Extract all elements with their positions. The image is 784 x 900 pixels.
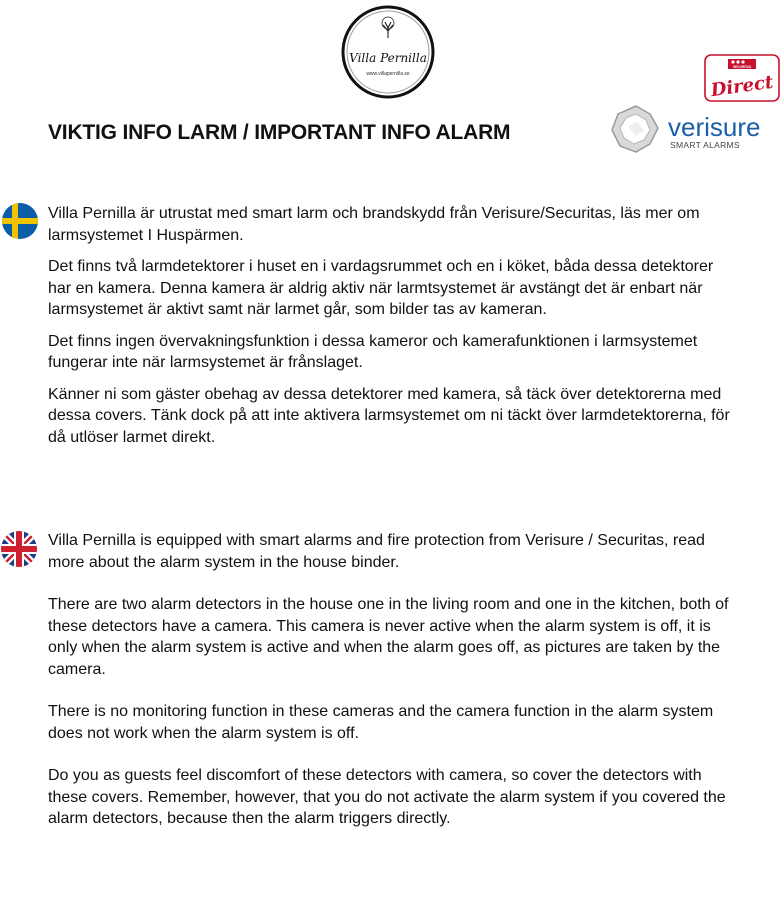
verisure-tagline-text: SMART ALARMS bbox=[670, 140, 740, 150]
english-section bbox=[48, 530, 738, 830]
english-paragraph-4: Do you as guests feel discomfort of these detectors with camera, so cover the detectors with these covers. Remember, however, that you do not activate the alarm system if you covered the alarm detectors, because then the alarm triggers directly. bbox=[48, 767, 726, 827]
villa-name-text: Villa Pernilla bbox=[349, 51, 427, 65]
verisure-shield-icon bbox=[612, 106, 658, 152]
verisure-name-text: verisure bbox=[668, 112, 761, 142]
swedish-paragraph-1: Villa Pernilla är utrustat med smart larm och brandskydd från Verisure/Securitas, läs mer om larmsystemet I Huspärmen. bbox=[48, 205, 700, 244]
english-paragraph-1: Villa Pernilla is equipped with smart alarms and fire protection from Verisure / Securitas, read more about the alarm system in the house binder. bbox=[48, 532, 705, 571]
english-paragraph-2: There are two alarm detectors in the house one in the living room and one in the kitchen, both of these detectors have a camera. This camera is never active when the alarm system is off, it is only when the alarm system is active and when the alarm goes off, as pictures are taken by the camera. bbox=[48, 596, 729, 678]
verisure-logo bbox=[608, 100, 780, 158]
swedish-paragraph-4: Känner ni som gäster obehag av dessa detektorer med kamera, så täck över detektorerna med dessa covers. Tänk dock på att inte aktivera larmsystemet om ni täckt över larmdetektorerna, för då utlöser larmet direkt. bbox=[48, 385, 730, 446]
swedish-section bbox=[48, 203, 738, 448]
english-paragraph-3: There is no monitoring function in these cameras and the camera function in the alarm system does not work when the alarm system is off. bbox=[48, 703, 714, 742]
direct-text: Direct bbox=[709, 71, 775, 102]
uk-flag-icon bbox=[1, 531, 37, 567]
securitas-direct-logo bbox=[704, 54, 780, 102]
villa-pernilla-logo bbox=[340, 4, 436, 100]
tree-icon bbox=[382, 17, 394, 38]
sweden-flag-icon bbox=[2, 203, 38, 239]
page-title: VIKTIG INFO LARM / IMPORTANT INFO ALARM bbox=[48, 121, 511, 144]
swedish-paragraph-3: Det finns ingen övervakningsfunktion i dessa kameror och kamerafunktionen i larmsystemet fungerar inte när larmsystemet är frånslaget. bbox=[48, 332, 698, 371]
securitas-badge-text: SECURITAS bbox=[732, 65, 752, 69]
villa-url-text: www.villapernilla.se bbox=[366, 71, 410, 77]
swedish-paragraph-2: Det finns två larmdetektorer i huset en i vardagsrummet och en i köket, båda dessa detektorer har en kamera. Denna kamera är aldrig aktiv när larmtsystemet är avstängt det är enbart när larmsystemet är aktivt samt när larmet går, som bilder tas av kameran. bbox=[48, 258, 714, 318]
